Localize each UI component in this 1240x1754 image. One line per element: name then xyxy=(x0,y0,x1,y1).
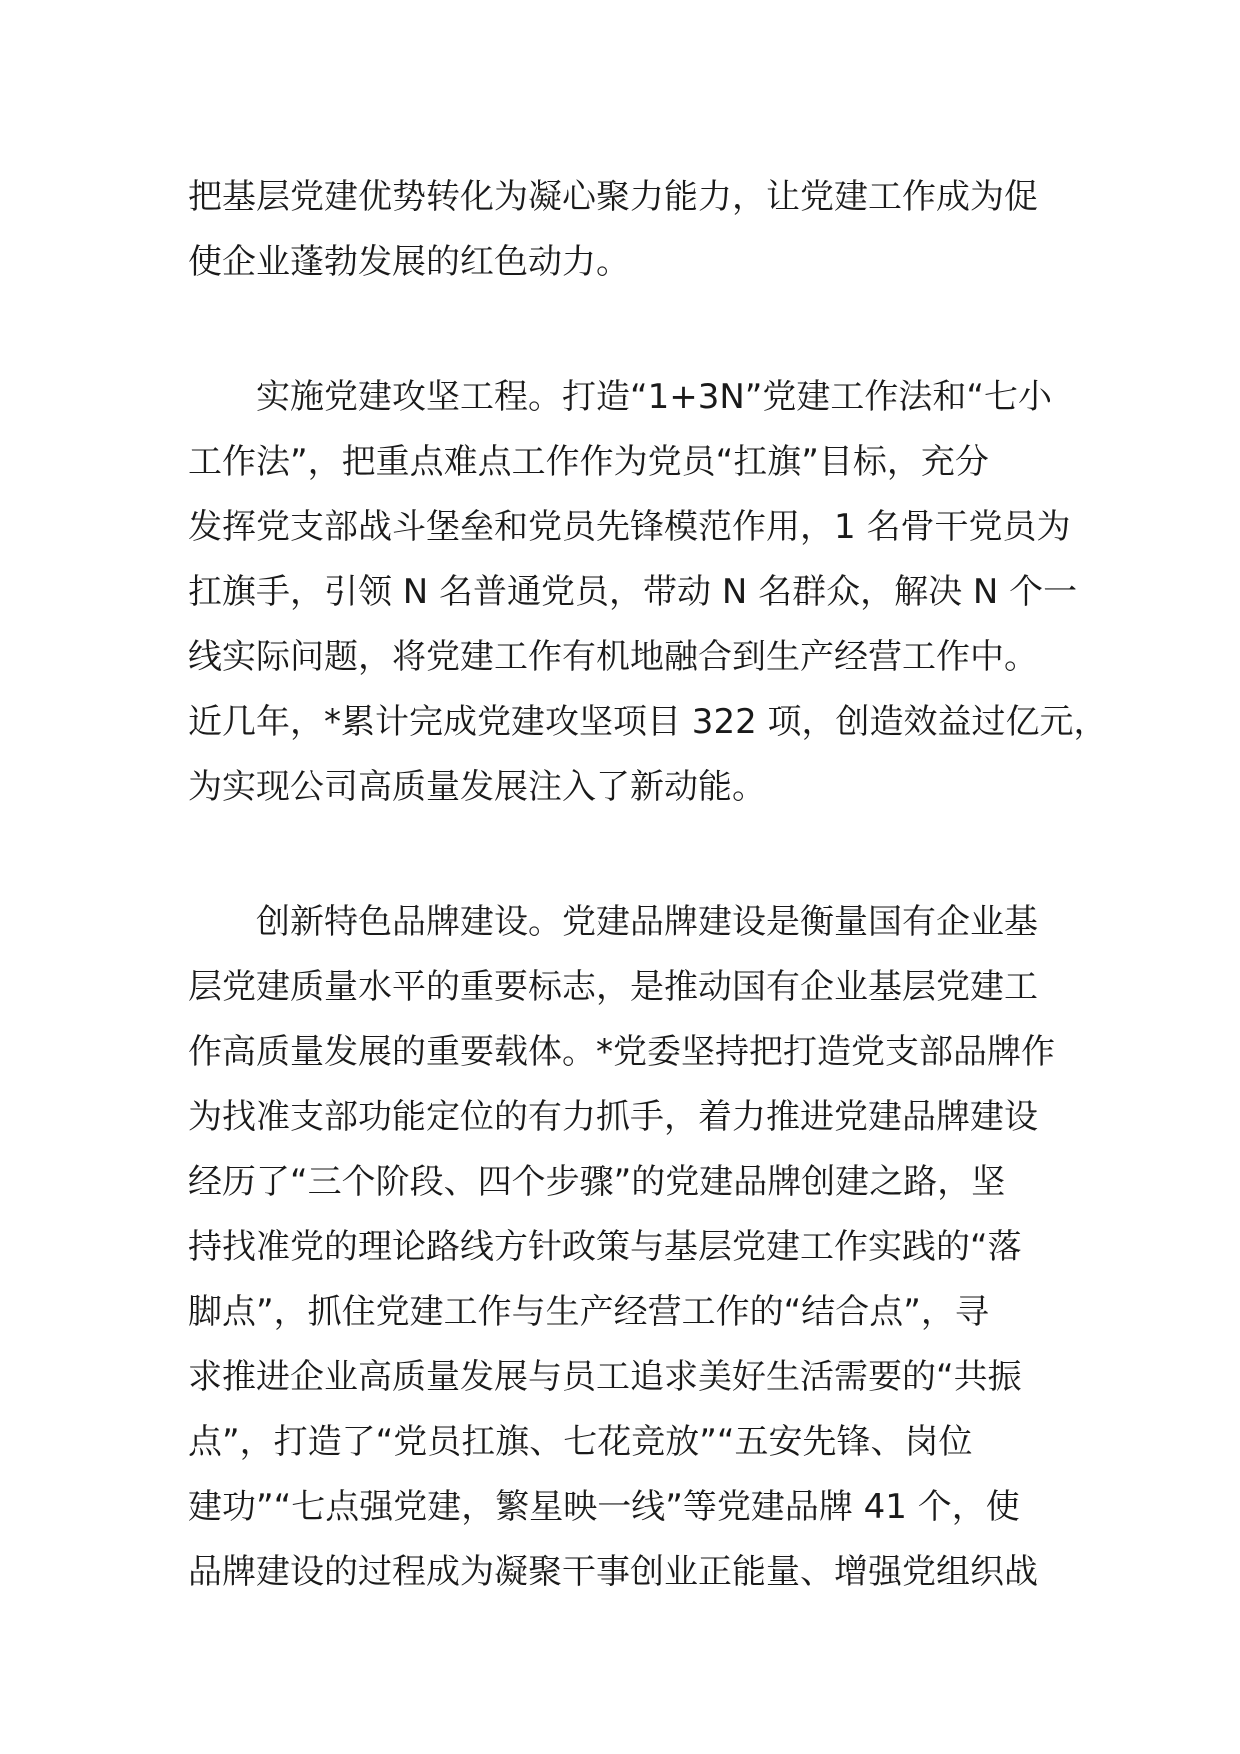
paragraph-gongjian xyxy=(188,365,1108,820)
text-line: 发挥党支部战斗堡垒和党员先锋模范作用，1 名骨干党员为 xyxy=(188,507,1071,547)
text-line: 把基层党建优势转化为凝心聚力能力，让党建工作成为促 xyxy=(188,177,1038,217)
text-line: 持找准党的理论路线方针政策与基层党建工作实践的“落 xyxy=(188,1227,1022,1267)
text-line-first: 实施党建攻坚工程。打造“1+3N”党建工作法和“七小 xyxy=(256,377,1053,417)
text-line: 经历了“三个阶段、四个步骤”的党建品牌创建之路，坚 xyxy=(188,1162,1006,1202)
text-line: 点”，打造了“党员扛旗、七花竞放”“五安先锋、岗位 xyxy=(188,1422,973,1462)
text-line: 品牌建设的过程成为凝聚干事创业正能量、增强党组织战 xyxy=(188,1552,1038,1592)
text-line: 扛旗手，引领 N 名普通党员，带动 N 名群众，解决 N 个一 xyxy=(188,572,1078,612)
paragraph-spacer xyxy=(188,295,1088,365)
text-line: 建功”“七点强党建，繁星映一线”等党建品牌 41 个，使 xyxy=(188,1487,1020,1527)
text-line-first: 创新特色品牌建设。党建品牌建设是衡量国有企业基 xyxy=(256,902,1038,942)
text-line: 层党建质量水平的重要标志，是推动国有企业基层党建工 xyxy=(188,967,1038,1007)
text-line: 求推进企业高质量发展与员工追求美好生活需要的“共振 xyxy=(188,1357,1022,1397)
text-line: 工作法”，把重点难点工作作为党员“扛旗”目标，充分 xyxy=(188,442,989,482)
paragraph-pinpai xyxy=(188,890,1088,1605)
text-line: 线实际问题，将党建工作有机地融合到生产经营工作中。 xyxy=(188,637,1038,677)
paragraph-spacer xyxy=(188,820,1088,890)
text-line: 脚点”，抓住党建工作与生产经营工作的“结合点”，寻 xyxy=(188,1292,989,1332)
text-line: 为实现公司高质量发展注入了新动能。 xyxy=(188,767,766,807)
text-line: 近几年，*累计完成党建攻坚项目 322 项，创造效益过亿元， xyxy=(188,702,1108,742)
text-line: 使企业蓬勃发展的红色动力。 xyxy=(188,242,630,282)
text-line: 为找准支部功能定位的有力抓手，着力推进党建品牌建设 xyxy=(188,1097,1038,1137)
paragraph-intro xyxy=(188,165,1088,295)
document-body xyxy=(188,165,1108,1605)
text-line: 作高质量发展的重要载体。*党委坚持把打造党支部品牌作 xyxy=(188,1032,1055,1072)
